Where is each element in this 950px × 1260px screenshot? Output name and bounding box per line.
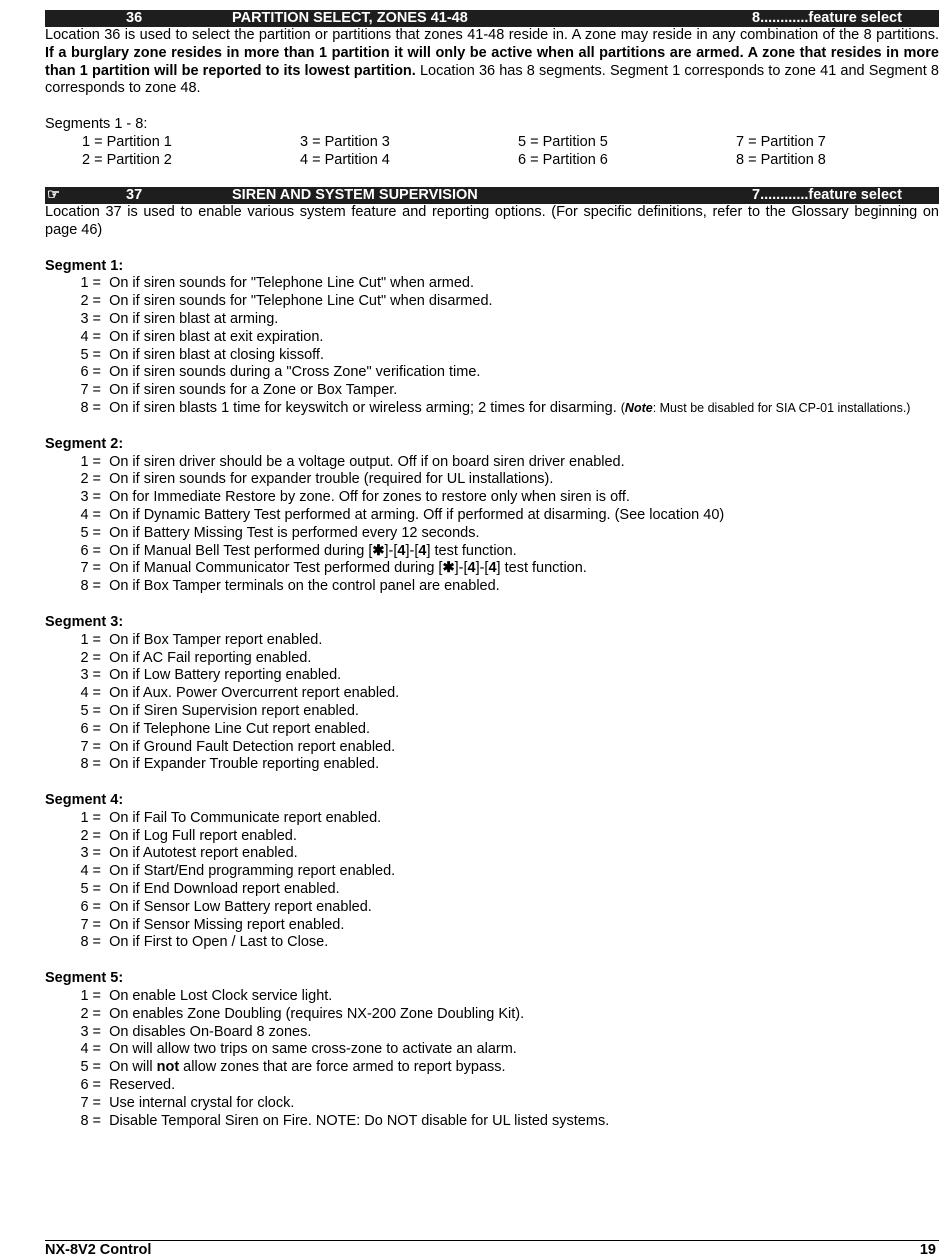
segment-heading: Segment 4: bbox=[45, 792, 124, 809]
star-key: ✱ bbox=[372, 542, 385, 559]
feature-select: 8............feature select bbox=[752, 10, 902, 26]
list-item: 4 = On if Aux. Power Overcurrent report enabled. bbox=[80, 685, 400, 702]
list-item: 4 = On if Dynamic Battery Test performed at arming. Off if performed at disarming. (See location 40) bbox=[80, 506, 725, 523]
segment-4 bbox=[45, 792, 939, 952]
star-key: ✱ bbox=[442, 560, 455, 577]
pointing-hand-icon: ☞ bbox=[47, 186, 60, 203]
section-36-intro bbox=[45, 27, 939, 98]
list-item: 1 = On if Box Tamper report enabled. bbox=[80, 631, 323, 648]
intro-bold-text: If a burglary zone resides in more than 1 partition it will only be active when all partitions are armed. A zone that resides in more than 1 partition will be reported to its lowest partition. bbox=[45, 44, 939, 79]
list-item: 1 = On if siren driver should be a voltage output. Off if on board siren driver enabled. bbox=[80, 453, 625, 470]
list-item: 7 = Use internal crystal for clock. bbox=[80, 1094, 295, 1111]
list-item: 3 = On if Low Battery reporting enabled. bbox=[80, 667, 342, 684]
list-item: 6 = On if Telephone Line Cut report enabled. bbox=[80, 720, 370, 737]
list-item: 7 = On if Ground Fault Detection report enabled. bbox=[80, 738, 396, 755]
partition-item: 4 = Partition 4 bbox=[300, 151, 390, 168]
segment-1 bbox=[45, 258, 939, 418]
list-item: 2 = On enables Zone Doubling (requires NX-200 Zone Doubling Kit). bbox=[80, 1005, 525, 1022]
list-item: 6 = On if Sensor Low Battery report enabled. bbox=[80, 898, 372, 915]
segment-heading: Segment 2: bbox=[45, 435, 124, 452]
intro-text: Location 36 is used to select the partition or partitions that zones 41-48 reside in. A zone may reside in any combination of the 8 partitions. bbox=[45, 27, 939, 43]
segment-heading: Segment 1: bbox=[45, 257, 124, 274]
intro-text: Location 36 has 8 segments. Segment 1 corresponds to zone 41 and Segment 8 corresponds to zone 48. bbox=[45, 62, 939, 97]
list-item: 2 = On if Log Full report enabled. bbox=[80, 827, 297, 844]
list-item: 8 = Disable Temporal Siren on Fire. NOTE: Do NOT disable for UL listed systems. bbox=[80, 1112, 610, 1129]
list-item: 5 = On will not allow zones that are force armed to report bypass. bbox=[80, 1059, 506, 1076]
partition-item: 3 = Partition 3 bbox=[300, 133, 390, 150]
list-item: 8 = On if Box Tamper terminals on the control panel are enabled. bbox=[80, 578, 500, 595]
footer-product-name: NX-8V2 Control bbox=[45, 1242, 152, 1258]
segments-label: Segments 1 - 8: bbox=[45, 116, 148, 133]
list-item: 7 = On if Manual Communicator Test performed during [✱]-[4]-[4] test function. bbox=[80, 560, 587, 577]
list-item: 5 = On if Siren Supervision report enabled. bbox=[80, 702, 359, 719]
list-item: 8 = On if siren blasts 1 time for keyswitch or wireless arming; 2 times for disarming. (Note: Must be disabled for SIA CP-01 installations.) bbox=[80, 399, 911, 416]
list-item: 8 = On if Expander Trouble reporting enabled. bbox=[80, 756, 380, 773]
page-content bbox=[45, 10, 939, 1130]
section-37-intro: Location 37 is used to enable various system feature and reporting options. (For specific definitions, refer to the Glossary beginning on page 46) bbox=[45, 203, 939, 238]
feature-select: 7............feature select bbox=[752, 186, 902, 203]
section-title: PARTITION SELECT, ZONES 41-48 bbox=[232, 10, 468, 26]
section-36-header bbox=[45, 10, 939, 27]
list-item: 3 = On for Immediate Restore by zone. Off for zones to restore only when siren is off. bbox=[80, 489, 630, 506]
page-footer bbox=[45, 1240, 939, 1258]
list-item: 5 = On if End Download report enabled. bbox=[80, 881, 340, 898]
section-number: 37 bbox=[126, 186, 143, 203]
list-item: 1 = On enable Lost Clock service light. bbox=[80, 988, 333, 1005]
list-item: 8 = On if First to Open / Last to Close. bbox=[80, 934, 329, 951]
list-item: 7 = On if siren sounds for a Zone or Box Tamper. bbox=[80, 382, 398, 399]
segment-2 bbox=[45, 436, 939, 596]
list-item: 1 = On if Fail To Communicate report enabled. bbox=[80, 809, 382, 826]
list-item: 2 = On if siren sounds for expander trouble (required for UL installations). bbox=[80, 471, 554, 488]
partition-item: 1 = Partition 1 bbox=[82, 133, 172, 150]
list-item: 3 = On if siren blast at arming. bbox=[80, 310, 279, 327]
list-item: 6 = On if siren sounds during a "Cross Zone" verification time. bbox=[80, 364, 481, 381]
list-item: 5 = On if Battery Missing Test is performed every 12 seconds. bbox=[80, 524, 480, 541]
list-item: 7 = On if Sensor Missing report enabled. bbox=[80, 916, 345, 933]
list-item: 1 = On if siren sounds for "Telephone Line Cut" when armed. bbox=[80, 275, 475, 292]
list-item: 4 = On will allow two trips on same cross-zone to activate an alarm. bbox=[80, 1041, 517, 1058]
list-item: 2 = On if siren sounds for "Telephone Line Cut" when disarmed. bbox=[80, 293, 493, 310]
partition-item: 7 = Partition 7 bbox=[736, 133, 826, 150]
sia-note: (Note: Must be disabled for SIA CP-01 installations.) bbox=[620, 400, 911, 415]
list-item: 5 = On if siren blast at closing kissoff. bbox=[80, 346, 324, 363]
partition-item: 5 = Partition 5 bbox=[518, 133, 608, 150]
section-title: SIREN AND SYSTEM SUPERVISION bbox=[232, 186, 478, 203]
segment-heading: Segment 3: bbox=[45, 613, 124, 630]
list-item: 4 = On if siren blast at exit expiration. bbox=[80, 328, 324, 345]
partition-item: 8 = Partition 8 bbox=[736, 151, 826, 168]
segment-heading: Segment 5: bbox=[45, 970, 124, 987]
page-number: 19 bbox=[919, 1242, 936, 1258]
section-number: 36 bbox=[126, 10, 143, 26]
partition-item: 2 = Partition 2 bbox=[82, 151, 172, 168]
segment-5 bbox=[45, 970, 939, 1130]
list-item: 6 = On if Manual Bell Test performed during [✱]-[4]-[4] test function. bbox=[80, 542, 517, 559]
list-item: 4 = On if Start/End programming report enabled. bbox=[80, 863, 396, 880]
list-item: 3 = On if Autotest report enabled. bbox=[80, 845, 298, 862]
partition-item: 6 = Partition 6 bbox=[518, 151, 608, 168]
list-item: 3 = On disables On-Board 8 zones. bbox=[80, 1023, 312, 1040]
segment-3 bbox=[45, 614, 939, 774]
partition-grid bbox=[45, 134, 939, 170]
list-item: 6 = Reserved. bbox=[80, 1077, 176, 1094]
section-37-header bbox=[45, 187, 939, 204]
list-item: 2 = On if AC Fail reporting enabled. bbox=[80, 649, 312, 666]
